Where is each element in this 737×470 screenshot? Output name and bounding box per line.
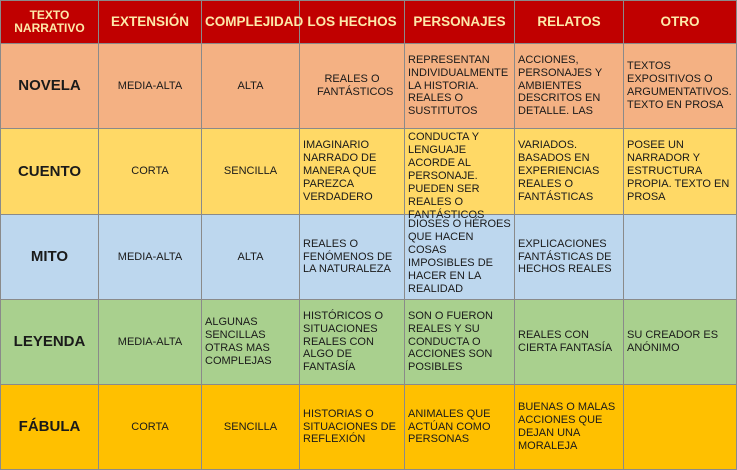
cell-complejidad: ALTA <box>202 44 300 129</box>
row-label: LEYENDA <box>1 300 99 385</box>
header-hechos: LOS HECHOS <box>300 1 405 44</box>
table-row-fabula <box>1 385 737 470</box>
cell-relatos-text: VARIADOS. BASADOS EN EXPERIENCIAS REALES O FANTÁSTICAS <box>518 139 600 203</box>
cell-hechos <box>300 385 405 470</box>
cell-extension: CORTA <box>99 129 202 215</box>
cell-hechos <box>300 129 405 215</box>
row-label: CUENTO <box>1 129 99 215</box>
cell-hechos-text: REALES O FENÓMENOS DE LA NATURALEZA <box>303 237 393 276</box>
cell-extension: MEDIA-ALTA <box>99 215 202 300</box>
header-relatos: RELATOS <box>515 1 624 44</box>
cell-complejidad: ALTA <box>202 215 300 300</box>
cell-extension: MEDIA-ALTA <box>99 44 202 129</box>
header-otro: OTRO <box>624 1 737 44</box>
cell-personajes-text: DIOSES O HÉROES QUE HACEN COSAS IMPOSIBLES DE HACER EN LA REALIDAD <box>408 218 511 295</box>
table-row-mito <box>1 215 737 300</box>
row-label: FÁBULA <box>1 385 99 470</box>
cell-otro <box>624 215 737 300</box>
cell-hechos <box>300 44 405 129</box>
header-personajes: PERSONAJES <box>405 1 515 44</box>
cell-otro-text: POSEE UN NARRADOR Y ESTRUCTURA PROPIA. TEXTO EN PROSA <box>627 139 730 203</box>
cell-complejidad <box>202 300 300 385</box>
cell-personajes-text: CONDUCTA Y LENGUAJE ACORDE AL PERSONAJE. PUEDEN SER REALES O FANTÁSTICOS <box>408 131 485 221</box>
cell-complejidad: SENCILLA <box>202 129 300 215</box>
cell-otro <box>624 385 737 470</box>
cell-personajes-text: REPRESENTAN INDIVIDUALMENTE LA HISTORIA. REALES O SUSTITUTOS <box>408 53 509 118</box>
cell-otro-text: SU CREADOR ES ANÓNIMO <box>627 329 719 354</box>
table-row-novela <box>1 44 737 129</box>
header-row <box>1 1 737 44</box>
cell-personajes <box>405 385 515 470</box>
header-corner: TEXTO NARRATIVO <box>1 1 99 44</box>
cell-relatos <box>515 129 624 215</box>
cell-otro <box>624 129 737 215</box>
cell-personajes <box>405 44 515 129</box>
row-label: NOVELA <box>1 44 99 129</box>
cell-extension: CORTA <box>99 385 202 470</box>
cell-otro-text: TEXTOS EXPOSITIVOS O ARGUMENTATIVOS. TEXTO EN PROSA <box>627 60 732 111</box>
header-extension: EXTENSIÓN <box>99 1 202 44</box>
cell-complejidad: SENCILLA <box>202 385 300 470</box>
cell-hechos-text: HISTORIAS O SITUACIONES DE REFLEXIÓN <box>303 407 396 446</box>
cell-extension: MEDIA-ALTA <box>99 300 202 385</box>
cell-otro <box>624 300 737 385</box>
cell-personajes <box>405 129 515 221</box>
cell-complejidad-text: ALGUNAS SENCILLAS OTRAS MAS COMPLEJAS <box>205 316 272 367</box>
cell-relatos <box>515 215 624 300</box>
cell-relatos <box>515 44 624 129</box>
cell-personajes-text: SON O FUERON REALES Y SU CONDUCTA O ACCIONES SON POSIBLES <box>408 309 493 374</box>
cell-hechos-text: IMAGINARIO NARRADO DE MANERA QUE PAREZCA VERDADERO <box>303 139 377 203</box>
cell-relatos-text: EXPLICACIONES FANTÁSTICAS DE HECHOS REALES <box>518 237 612 276</box>
cell-hechos <box>300 300 405 385</box>
cell-relatos-text: BUENAS O MALAS ACCIONES QUE DEJAN UNA MORALEJA <box>518 401 616 452</box>
cell-otro <box>624 44 737 129</box>
cell-personajes-text: ANIMALES QUE ACTÚAN COMO PERSONAS <box>408 407 491 446</box>
cell-relatos-text: ACCIONES, PERSONAJES Y AMBIENTES DESCRITOS EN DETALLE. LAS <box>518 53 602 118</box>
cell-relatos <box>515 300 624 385</box>
cell-relatos <box>515 385 624 470</box>
cell-personajes <box>405 215 515 300</box>
cell-hechos-text: HISTÓRICOS O SITUACIONES REALES CON ALGO DE FANTASÍA <box>303 309 384 374</box>
cell-hechos <box>300 215 405 300</box>
cell-relatos-text: REALES CON CIERTA FANTASÍA <box>518 329 613 354</box>
header-complejidad: COMPLEJIDAD <box>202 1 300 44</box>
cell-personajes <box>405 300 515 385</box>
row-label: MITO <box>1 215 99 300</box>
table-row-leyenda <box>1 300 737 385</box>
table-row-cuento <box>1 129 737 215</box>
cell-hechos-text: REALES O FANTÁSTICOS <box>317 73 394 98</box>
